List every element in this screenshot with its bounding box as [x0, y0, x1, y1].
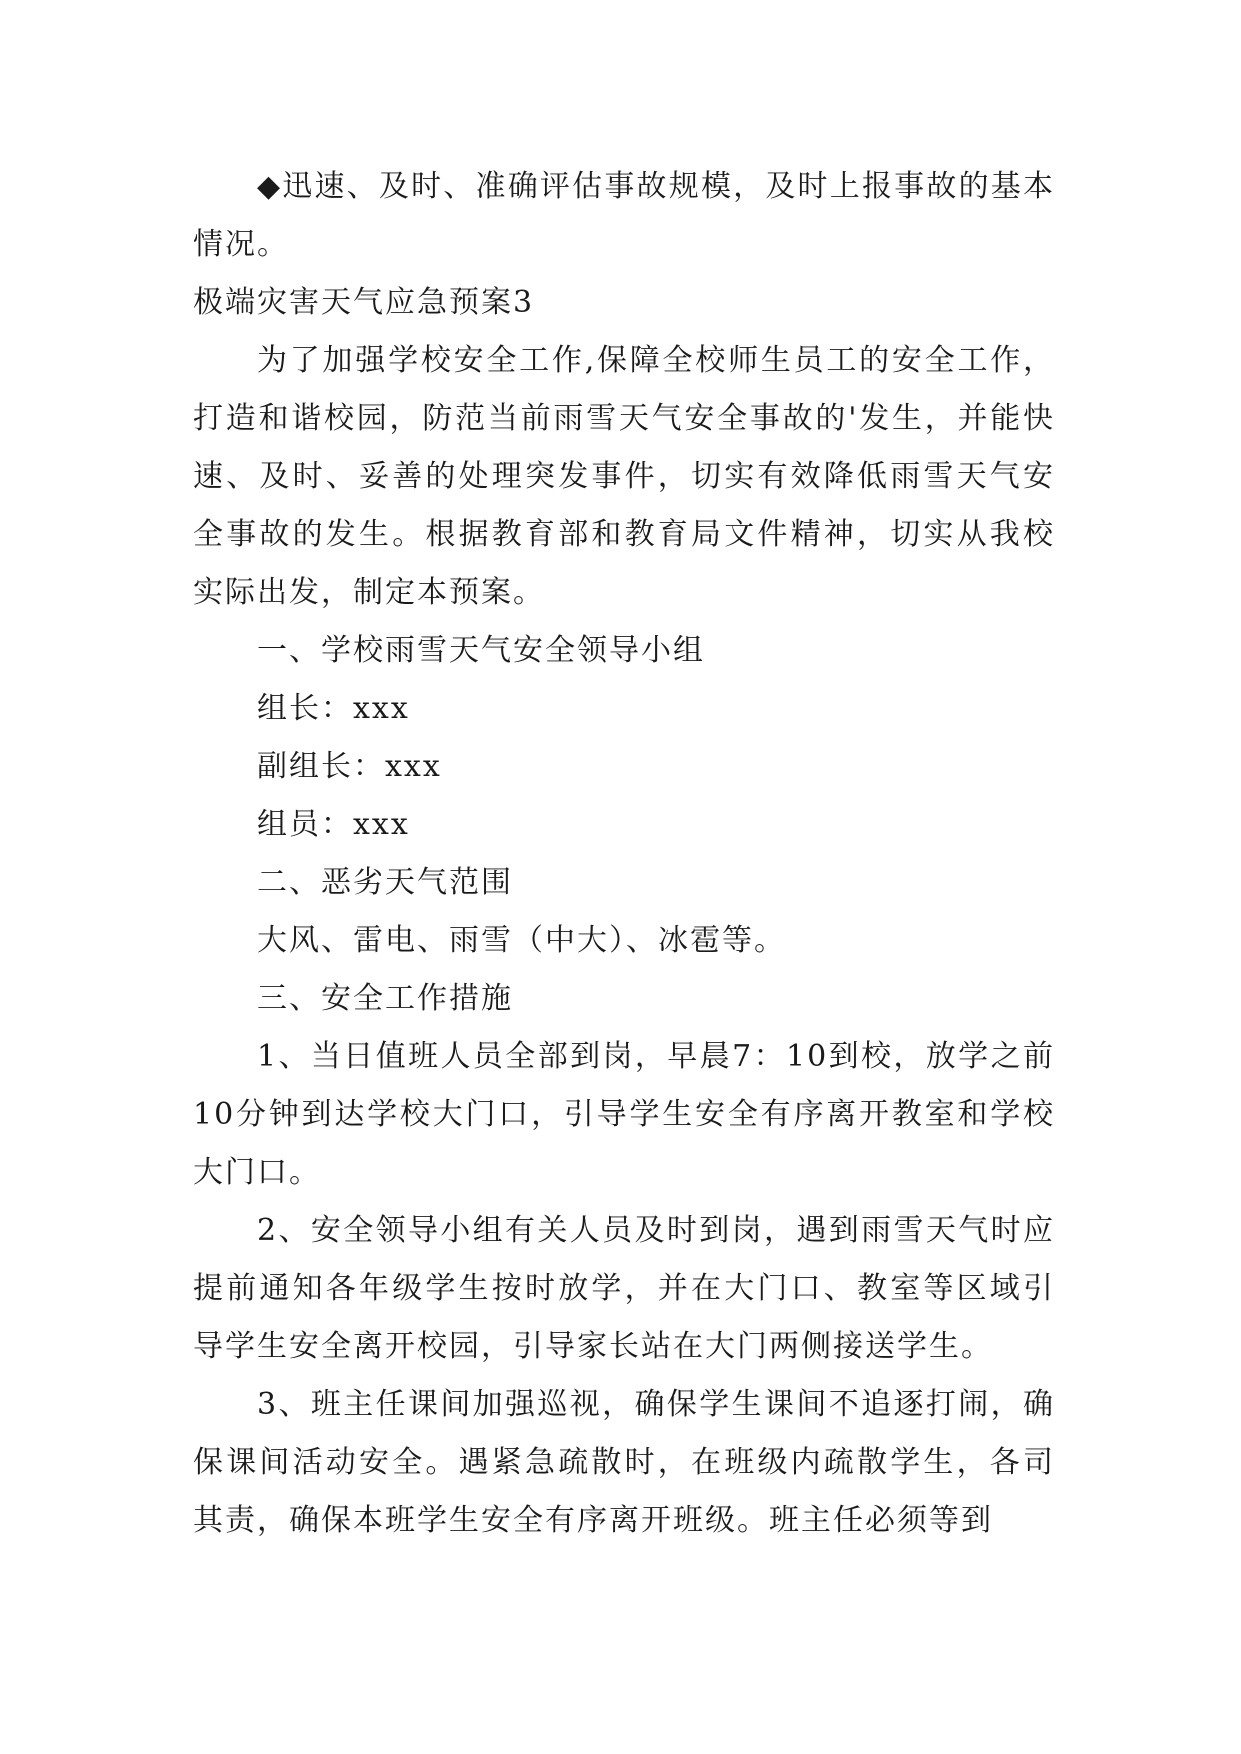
paragraph-assess-report: ◆迅速、及时、准确评估事故规模，及时上报事故的基本情况。 — [193, 169, 1055, 262]
heading-safety-measures: 三、安全工作措施 — [257, 981, 513, 1016]
measure-item-2: 2、安全领导小组有关人员及时到岗，遇到雨雪天气时应提前通知各年级学生按时放学，并在大门口、教室等区域引导学生安全离开校园，引导家长站在大门两侧接送学生。 — [193, 1213, 1055, 1364]
heading-weather-scope: 二、恶劣天气范围 — [257, 865, 513, 900]
measure-item-1: 1、当日值班人员全部到岗，早晨7：10到校，放学之前10分钟到达学校大门口，引导学生安全有序离开教室和学校大门口。 — [193, 1039, 1055, 1190]
section-title-plan-3: 极端灾害天气应急预案3 — [193, 285, 535, 320]
document-body — [193, 158, 1055, 1550]
group-member-line: 组员：xxx — [257, 807, 410, 842]
weather-scope-list: 大风、雷电、雨雪（中大）、冰雹等。 — [257, 923, 786, 958]
paragraph-purpose: 为了加强学校安全工作,保障全校师生员工的安全工作，打造和谐校园，防范当前雨雪天气安全事故的'发生，并能快速、及时、妥善的处理突发事件，切实有效降低雨雪天气安全事故的发生。根据教育部和教育局文件精神，切实从我校实际出发，制定本预案。 — [193, 343, 1055, 610]
heading-leadership-group: 一、学校雨雪天气安全领导小组 — [257, 633, 705, 668]
measure-item-3: 3、班主任课间加强巡视，确保学生课间不追逐打闹，确保课间活动安全。遇紧急疏散时，在班级内疏散学生，各司其责，确保本班学生安全有序离开班级。班主任必须等到 — [193, 1387, 1055, 1538]
group-leader-line: 组长：xxx — [257, 691, 410, 726]
deputy-leader-line: 副组长：xxx — [257, 749, 442, 784]
